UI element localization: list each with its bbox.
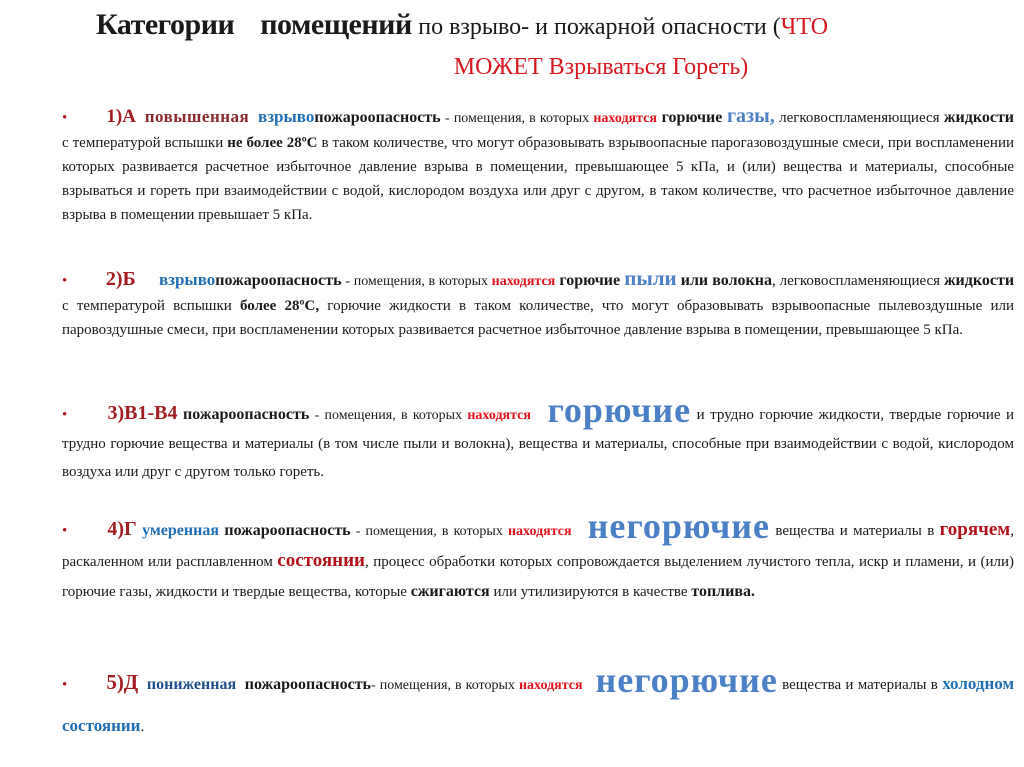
located-word: находятся [507,524,572,539]
title-red-line2: МОЖЕТ Взрываться Гореть) [453,54,749,80]
burned-word: сжигаются [410,583,490,600]
text-run: , раскаленном или расплавленном [62,523,1014,570]
located-word: находятся [593,111,657,126]
category-item-g [62,506,1014,607]
hot-word: горячем [939,519,1011,540]
located-word: находятся [518,678,583,693]
fuel-word: топлива. [691,583,755,600]
bullet-icon: • [62,110,68,126]
category-term: пожароопасность [314,109,441,126]
category-adjective: умеренная [142,522,219,539]
bullet-icon: • [62,677,68,693]
bullet-icon: • [62,523,68,539]
located-word: находятся [491,274,556,289]
text-run: с температурой вспышки [62,298,240,314]
category-item-d [62,660,1014,747]
big-word-nonflammable: негорючие [587,506,770,546]
category-term: пожароопасность [183,406,310,423]
page-title [96,8,976,84]
text-run: в таком количестве, что могут образовывать взрывоопасные парогазовоздушные смеси, при воспламенении которых развивается расчетное избыточное давление взрыва в помещении, превышающее 5 кПа, и (или) вещества и материалы, способные взрываться и гореть при взаимодействии с водой, кислородом воздуха или друг с другом, в таком количестве, что расчетное избыточное давление взрыва в помещении превышает 5 кПа. [62,135,1015,223]
liquids-word: жидкости [943,272,1015,289]
text-run: вещества и материалы в [777,677,943,693]
flammable-word: горючие [555,272,625,289]
category-prefix: взрыво [158,270,216,289]
substance-word: пыли [624,266,677,290]
substance-word: газы, [726,105,775,127]
big-word-flammable: горючие [547,390,692,430]
category-label: 2)Б [105,268,136,290]
located-word: находятся [467,408,531,423]
liquids-word: жидкости [943,109,1015,126]
text-run: и трудно горючие жидкости, твердые горючие и трудно горючие вещества и материалы (в том числе пыли и волокна), вещества и материалы, способные при взаимодействии с водой, кислородом воздуха или друг с другом только гореть. [62,407,1015,480]
temperature: более 28ºС, [239,298,320,314]
bullet-icon: • [62,273,68,289]
text-run: или утилизируются в качестве [489,584,692,600]
category-label: 5)Д [106,670,139,694]
text-run: . [140,719,145,735]
category-label: 3)В1-В4 [107,402,178,424]
bullet-icon: • [62,407,68,423]
text-run: , легковоспламеняющиеся [772,273,944,289]
category-dash-text: - помещения, в которых [350,524,508,539]
big-word-nonflammable: негорючие [595,660,778,700]
category-term: пожароопасность [224,522,351,539]
category-item-b [62,266,1014,342]
text-run: вещества и материалы в [770,523,940,539]
title-word-rooms: помещений [260,8,412,41]
title-red-what: ЧТО [780,14,829,40]
state-word: состоянии [277,550,366,571]
category-term: пожароопасность [215,272,342,289]
text-run: , процесс обработки которых сопровождается выделением лучистого тепла, искр и пламени, и (или) горючие газы, жидкости и твердые вещества, которые [62,554,1014,600]
text-run: с температурой вспышки [62,135,228,151]
category-dash-text: - помещения, в которых [445,111,594,126]
flammable-word: горючие [656,109,727,126]
category-dash-text: - помещения, в которых [371,678,519,693]
category-term: пожароопасность [244,676,372,693]
category-adjective: пониженная [146,676,237,693]
cold-state: холодном состоянии [62,674,1015,735]
text-run: горючие жидкости в таком количестве, что могут образовывать взрывоопасные пылевоздушные или паровоздушные смеси, при воспламенении которых развивается расчетное избыточное давление взрыва в помещении, превышающее 5 кПа. [62,298,1014,338]
category-dash-text: - помещения, в которых [345,274,492,289]
category-label: 4)Г [107,518,137,540]
text-run: легковоспламеняющиеся [779,110,944,126]
temperature: не более 28ºС [227,135,318,151]
category-adjective: повышенная [144,107,250,126]
category-label: 1)А [106,106,136,127]
category-item-a [62,104,1014,227]
category-prefix: взрыво [258,107,315,126]
or-fibers: или волокна [676,272,772,289]
title-subtitle: по взрыво- и пожарной опасности ( [418,14,781,40]
title-word-categories: Категории [96,8,235,41]
category-item-v [62,390,1015,486]
category-dash-text: - помещения, в которых [309,408,468,423]
